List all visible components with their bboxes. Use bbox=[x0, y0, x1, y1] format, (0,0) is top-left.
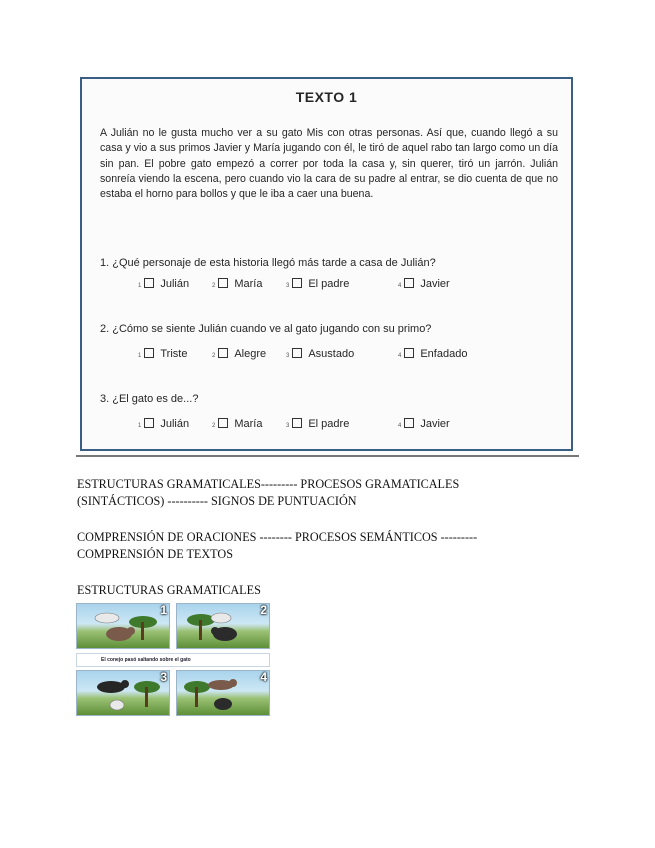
checkbox-icon[interactable] bbox=[144, 418, 154, 428]
question-3-options bbox=[138, 417, 450, 430]
question-2-options bbox=[138, 347, 467, 360]
option-q3-1[interactable]: 1 Julián bbox=[138, 418, 190, 430]
checkbox-icon[interactable] bbox=[404, 348, 414, 358]
rabbit-cat-illustration bbox=[177, 671, 270, 716]
rabbit-cat-illustration bbox=[77, 604, 170, 649]
checkbox-icon[interactable] bbox=[292, 418, 302, 428]
option-q2-2[interactable]: 2 Alegre bbox=[212, 348, 267, 360]
panel-number: 2 bbox=[260, 603, 267, 617]
option-q1-3[interactable]: 3 El padre bbox=[286, 278, 350, 290]
comic-panel-4 bbox=[176, 670, 270, 716]
panel-number: 4 bbox=[260, 670, 267, 684]
panel-caption: El conejo pasó saltando sobre el gato bbox=[76, 653, 270, 667]
divider-line bbox=[76, 455, 579, 457]
text-line-3: ESTRUCTURAS GRAMATICALES bbox=[77, 583, 261, 597]
checkbox-icon[interactable] bbox=[144, 348, 154, 358]
checkbox-icon[interactable] bbox=[292, 278, 302, 288]
checkbox-icon[interactable] bbox=[404, 418, 414, 428]
panel-number: 3 bbox=[160, 670, 167, 684]
comic-panel-3 bbox=[76, 670, 170, 716]
comic-panel-2 bbox=[176, 603, 270, 649]
checkbox-icon[interactable] bbox=[292, 348, 302, 358]
comic-panels-image bbox=[76, 603, 270, 716]
option-q2-1[interactable]: 1 Triste bbox=[138, 348, 188, 360]
option-q2-3[interactable]: 3 Asustado bbox=[286, 348, 355, 360]
option-q3-3[interactable]: 3 El padre bbox=[286, 418, 350, 430]
option-q3-2[interactable]: 2 María bbox=[212, 418, 263, 430]
option-q1-2[interactable]: 2 María bbox=[212, 278, 263, 290]
text-line-1b: (SINTÁCTICOS) ---------- SIGNOS DE PUNTUACIÓN bbox=[77, 494, 357, 508]
exercise-title: TEXTO 1 bbox=[295, 89, 358, 105]
checkbox-icon[interactable] bbox=[218, 348, 228, 358]
question-3: 3. ¿El gato es de...? bbox=[100, 393, 199, 405]
text-line-2b: COMPRENSIÓN DE TEXTOS bbox=[77, 547, 233, 561]
option-q2-4[interactable]: 4 Enfadado bbox=[398, 348, 468, 360]
rabbit-cat-illustration bbox=[177, 604, 270, 649]
checkbox-icon[interactable] bbox=[218, 418, 228, 428]
checkbox-icon[interactable] bbox=[218, 278, 228, 288]
panel-number: 1 bbox=[160, 603, 167, 617]
text-line-1a: ESTRUCTURAS GRAMATICALES--------- PROCESOS GRAMATICALES bbox=[77, 477, 460, 491]
comic-panel-1 bbox=[76, 603, 170, 649]
text-line-2a: COMPRENSIÓN DE ORACIONES -------- PROCESOS SEMÁNTICOS --------- bbox=[77, 530, 478, 544]
option-q1-1[interactable]: 1 Julián bbox=[138, 278, 190, 290]
checkbox-icon[interactable] bbox=[404, 278, 414, 288]
reading-exercise-image bbox=[80, 77, 573, 451]
story-text: A Julián no le gusta mucho ver a su gato Mis con otras personas. Así que, cuando llegó a su casa y vio a sus primos Javier y María jugando con él, le tiró de aquel rabo tan largo como un día sin pan. El pobre gato empezó a correr por toda la casa y, sin querer, tiró un jarrón. Julián sonreía viendo la escena, pero cuando vio la cara de su padre al entrar, se dio cuenta de que no estaba el horno para bollos y que le iba a caer una buena. bbox=[100, 127, 558, 201]
question-1: 1. ¿Qué personaje de esta historia llegó más tarde a casa de Julián? bbox=[100, 257, 436, 269]
question-1-options bbox=[138, 277, 450, 290]
option-q3-4[interactable]: 4 Javier bbox=[398, 418, 450, 430]
question-2: 2. ¿Cómo se siente Julián cuando ve al gato jugando con su primo? bbox=[100, 323, 432, 335]
option-q1-4[interactable]: 4 Javier bbox=[398, 278, 450, 290]
checkbox-icon[interactable] bbox=[144, 278, 154, 288]
rabbit-cat-illustration bbox=[77, 671, 170, 716]
